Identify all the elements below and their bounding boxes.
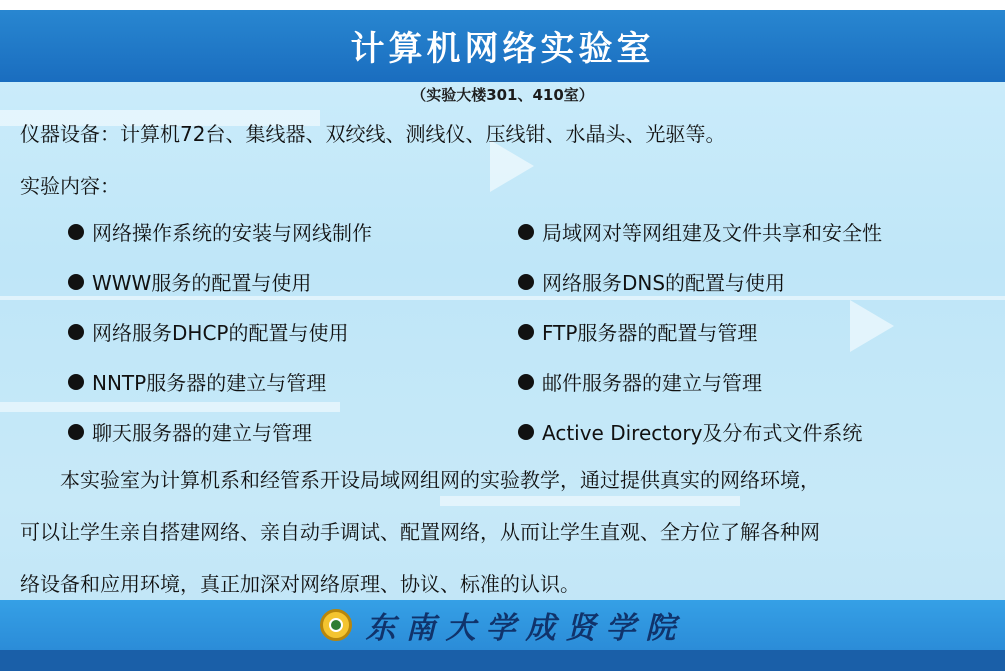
footer-banner (0, 600, 1005, 650)
bullet-icon (68, 274, 84, 290)
list-item: FTP服务器的配置与管理 (518, 317, 757, 346)
content-label: 实验内容： (20, 174, 120, 198)
description-line: 可以让学生亲自搭建网络、亲自动手调试、配置网络，从而让学生直观、全方位了解各种网 (20, 520, 820, 544)
description-line: 本实验室为计算机系和经管系开设局域网组网的实验教学，通过提供真实的网络环境， (20, 468, 820, 492)
bullet-icon (518, 224, 534, 240)
page-title: 计算机网络实验室 (350, 28, 655, 69)
equipment-line: 仪器设备：计算机72台、集线器、双绞线、测线仪、压线钳、水晶头、光驱等。 (20, 122, 726, 146)
bullet-icon (518, 374, 534, 390)
title-banner (0, 0, 1005, 82)
list-item: 局域网对等网组建及文件共享和安全性 (518, 217, 882, 246)
list-item: NNTP服务器的建立与管理 (68, 367, 326, 396)
bullet-icon (518, 274, 534, 290)
stripe-decoration (0, 402, 340, 412)
list-item: 聊天服务器的建立与管理 (68, 417, 312, 446)
list-item: Active Directory及分布式文件系统 (518, 417, 862, 446)
list-item: WWW服务的配置与使用 (68, 267, 311, 296)
description-paragraph (20, 454, 985, 610)
location-subtitle: （实验大楼301、410室） (411, 86, 594, 104)
stripe-decoration (0, 296, 1005, 300)
bullet-icon (68, 324, 84, 340)
banner-top-stripe (0, 0, 1005, 10)
footer-bottom-stripe (0, 650, 1005, 671)
list-item: 邮件服务器的建立与管理 (518, 367, 762, 396)
arrow-decoration (490, 140, 534, 192)
university-seal-icon (320, 609, 352, 641)
bullet-icon (518, 424, 534, 440)
list-item: 网络操作系统的安装与网线制作 (68, 217, 372, 246)
description-line: 络设备和应用环境，真正加深对网络原理、协议、标准的认识。 (20, 572, 580, 596)
list-item: 网络服务DNS的配置与使用 (518, 267, 785, 296)
list-item: 网络服务DHCP的配置与使用 (68, 317, 348, 346)
bullet-icon (68, 374, 84, 390)
bullet-icon (68, 424, 84, 440)
seal-center-icon (329, 618, 343, 632)
bullet-icon (68, 224, 84, 240)
institution-name: 东南大学成贤学院 (365, 611, 686, 646)
arrow-decoration (850, 300, 894, 352)
bullet-icon (518, 324, 534, 340)
